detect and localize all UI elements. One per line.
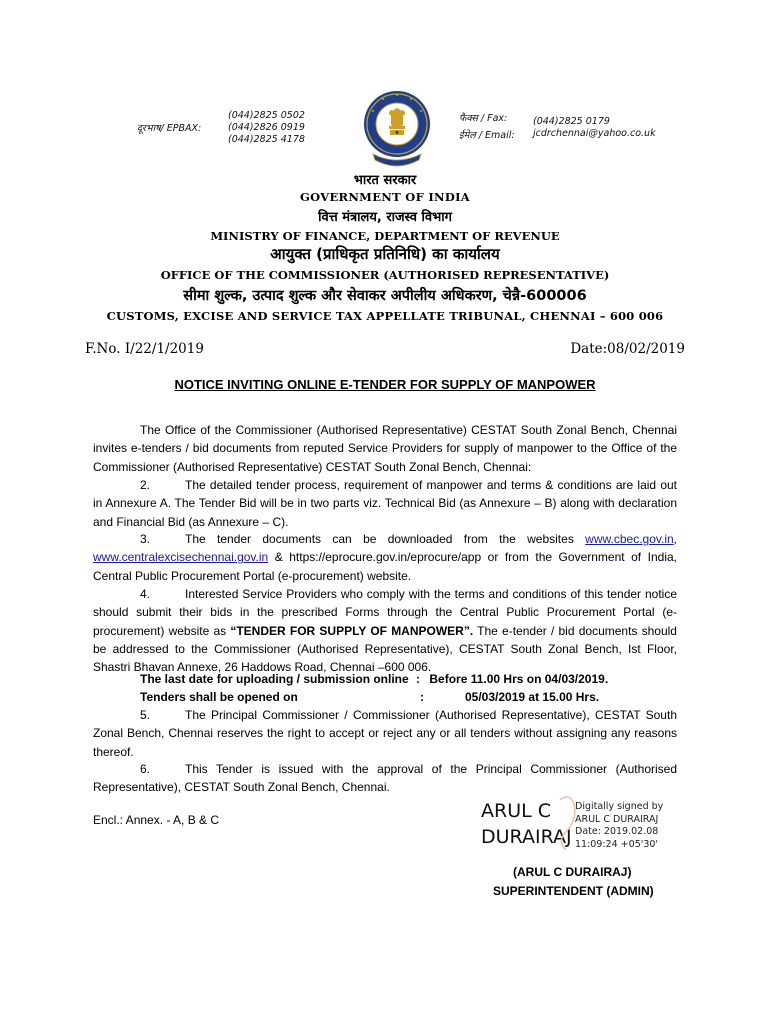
phone-label: दूरभाष/ EPBAX: xyxy=(137,123,202,134)
government-heading: GOVERNMENT OF INDIA xyxy=(299,190,470,204)
centralexcise-link[interactable]: www.centralexcisechennai.gov.in xyxy=(93,550,269,565)
paragraph-3: 3. The tender documents can be downloaded from the websites www.cbec.gov.in, www.centralexcisechennai.gov.in & https://eprocure.gov.in/eprocure/app or from the Government of India, Central Public Procurement Portal (e-procurement) website. xyxy=(93,532,677,583)
fax-number: (044)2825 0179 xyxy=(533,116,610,127)
paragraph-6-text: This Tender is issued with the approval of the Principal Commissioner (Authorised Representative), CESTAT South Zonal Bench, Chennai. xyxy=(93,762,677,795)
tender-title-bold: “TENDER FOR SUPPLY OF MANPOWER”. xyxy=(230,623,474,638)
last-date-value: Before 11.00 Hrs on 04/03/2019. xyxy=(429,672,609,686)
digital-signed-label: Digitally signed by xyxy=(575,801,664,812)
hindi-office-heading: आयुक्त (प्राधिकृत प्रतिनिधि) का कार्यालय xyxy=(270,245,500,263)
fax-label: फैक्स / Fax: xyxy=(459,113,508,124)
paragraph-4-text-end: The e-tender / bid documents should be addressed to the Commissioner (Authorised Representative), CESTAT South Zonal Bench, Ist Floor, Shastri Bhavan Annexe, 26 Haddows Road, Chennai –600 006. xyxy=(93,623,677,675)
paragraph-3-number: 3. xyxy=(140,532,151,546)
paragraph-1-text: The Office of the Commissioner (Authorised Representative) CESTAT South Zonal Bench, Chennai invites e-tenders / bid documents from reputed Service Providers for supply of manpower to the Office of the Commissioner (Authorised Representative) CESTAT South Zonal Bench, Chennai: xyxy=(93,423,677,474)
last-date-label: The last date for uploading / submission online xyxy=(140,672,409,686)
email-address: jcdrchennai@yahoo.co.uk xyxy=(533,128,656,139)
opening-date-line xyxy=(140,688,680,706)
tribunal-heading: CUSTOMS, EXCISE AND SERVICE TAX APPELLATE TRIBUNAL, CHENNAI – 600 006 xyxy=(106,309,664,323)
paragraph-6 xyxy=(93,760,677,797)
email-label: ईमेल / Email: xyxy=(459,130,515,141)
ministry-heading: MINISTRY OF FINANCE, DEPARTMENT OF REVENUE xyxy=(210,229,560,243)
paragraph-3-text-end: & https://eprocure.gov.in/eprocure/app or from the Government of India, Central Public Procurement Portal (e-procurement) website. xyxy=(93,550,677,583)
notice-subject xyxy=(0,377,770,392)
paragraph-5-text: The Principal Commissioner / Commissioner (Authorised Representative), CESTAT South Zonal Bench, Chennai reserves the right to accept or reject any or all tenders without assigning any reasons thereof. xyxy=(93,708,677,759)
department-emblem xyxy=(361,84,433,172)
paragraph-2-number: 2. xyxy=(140,478,151,492)
paragraph-6-number: 6. xyxy=(140,762,151,776)
signature-name-line1: ARUL C xyxy=(481,800,551,822)
digital-sign-date: Date: 2019.02.08 xyxy=(575,826,659,837)
paragraph-5-number: 5. xyxy=(140,708,151,722)
phone-number: (044)2825 4178 xyxy=(228,134,305,145)
digital-signer-name: ARUL C DURAIRAJ xyxy=(575,813,659,825)
notice-subject-text: NOTICE INVITING ONLINE E-TENDER FOR SUPPLY OF MANPOWER xyxy=(174,377,596,392)
phone-number: (044)2826 0919 xyxy=(228,122,305,133)
document-date: Date:08/02/2019 xyxy=(570,341,685,357)
paragraph-4 xyxy=(93,585,677,676)
last-date-separator: : xyxy=(416,672,421,686)
digital-signature-details xyxy=(575,801,663,851)
last-date-line xyxy=(140,670,680,688)
paragraph-2-text: The detailed tender process, requirement of manpower and terms & conditions are laid out in Annexure A. The Tender Bid will be in two parts viz. Technical Bid (as Annexure – B) along with declaration and Financial Bid (as Annexure – C). xyxy=(93,478,677,529)
cbec-link[interactable]: www.cbec.gov.in xyxy=(585,532,674,546)
paragraph-5 xyxy=(93,706,677,761)
signatory-name: (ARUL C DURAIRAJ) xyxy=(513,865,632,879)
opening-label: Tenders shall be opened on xyxy=(140,690,298,704)
paragraph-2 xyxy=(93,476,677,531)
signatory-title: SUPERINTENDENT (ADMIN) xyxy=(493,884,654,898)
paragraph-1 xyxy=(93,421,677,476)
hindi-government-heading: भारत सरकार xyxy=(353,173,417,188)
paragraph-4-number: 4. xyxy=(140,587,151,601)
enclosure-note: Encl.: Annex. - A, B & C xyxy=(93,813,220,827)
opening-separator: : xyxy=(420,690,424,704)
file-number: F.No. I/22/1/2019 xyxy=(85,341,204,357)
paragraph-3-text: The tender documents can be downloaded from the websites xyxy=(185,532,574,546)
paragraph-4-text: Interested Service Providers who comply with the terms and conditions of this tender notice should submit their bids in the prescribed Forms through the Central Public Procurement Portal (e-procurement) website as xyxy=(93,587,677,638)
opening-value: 05/03/2019 at 15.00 Hrs. xyxy=(465,690,600,704)
phone-number: (044)2825 0502 xyxy=(228,110,305,121)
digital-sign-time: 11:09:24 +05'30' xyxy=(575,838,659,850)
hindi-tribunal-heading: सीमा शुल्क, उत्पाद शुल्क और सेवाकर अपीलीय अधिकरण, चेन्नै-600006 xyxy=(183,288,587,304)
office-heading: OFFICE OF THE COMMISSIONER (AUTHORISED REPRESENTATIVE) xyxy=(160,268,610,282)
hindi-ministry-heading: वित्त मंत्रालय, राजस्व विभाग xyxy=(318,210,452,225)
signature-name-line2: DURAIRAJ xyxy=(481,826,572,848)
